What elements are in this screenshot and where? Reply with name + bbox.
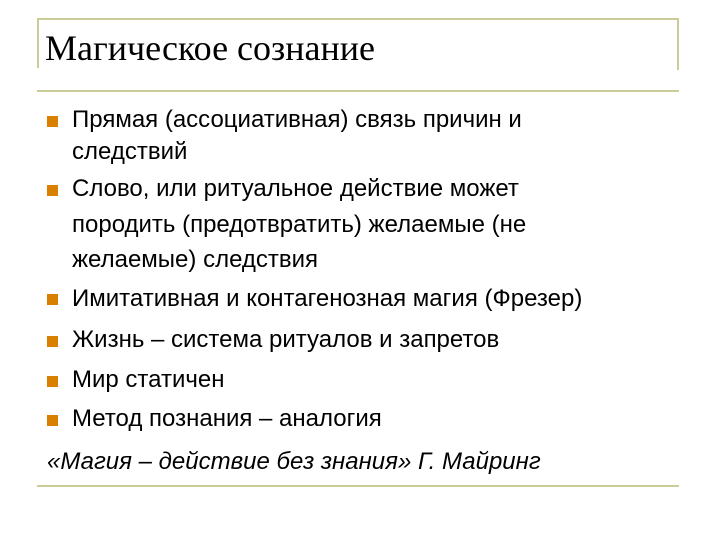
- bullet-text-line: Прямая (ассоциативная) связь причин и: [72, 106, 522, 133]
- quote-text: «Магия – действие без знания» Г. Майринг: [47, 448, 541, 475]
- bullet-text-line: Метод познания – аналогия: [72, 405, 382, 432]
- bullet-text-line: желаемые) следствия: [72, 246, 319, 273]
- bullet-square-icon: [47, 185, 58, 196]
- bullet-square-icon: [47, 294, 58, 305]
- bullet-square-icon: [47, 336, 58, 347]
- bullet-text-line: следствий: [72, 138, 188, 165]
- bullet-text-line: породить (предотвратить) желаемые (не: [72, 211, 527, 238]
- bullet-text-line: Имитативная и контагенозная магия (Фрезер): [72, 285, 583, 312]
- bullet-square-icon: [47, 116, 58, 127]
- bullet-square-icon: [47, 415, 58, 426]
- bullet-text-line: Жизнь – система ритуалов и запретов: [72, 326, 500, 353]
- slide-title: Магическое сознание: [45, 28, 376, 68]
- bullet-square-icon: [47, 376, 58, 387]
- bullet-text-line: Мир статичен: [72, 366, 225, 393]
- bullet-text-line: Слово, или ритуальное действие может: [72, 175, 519, 202]
